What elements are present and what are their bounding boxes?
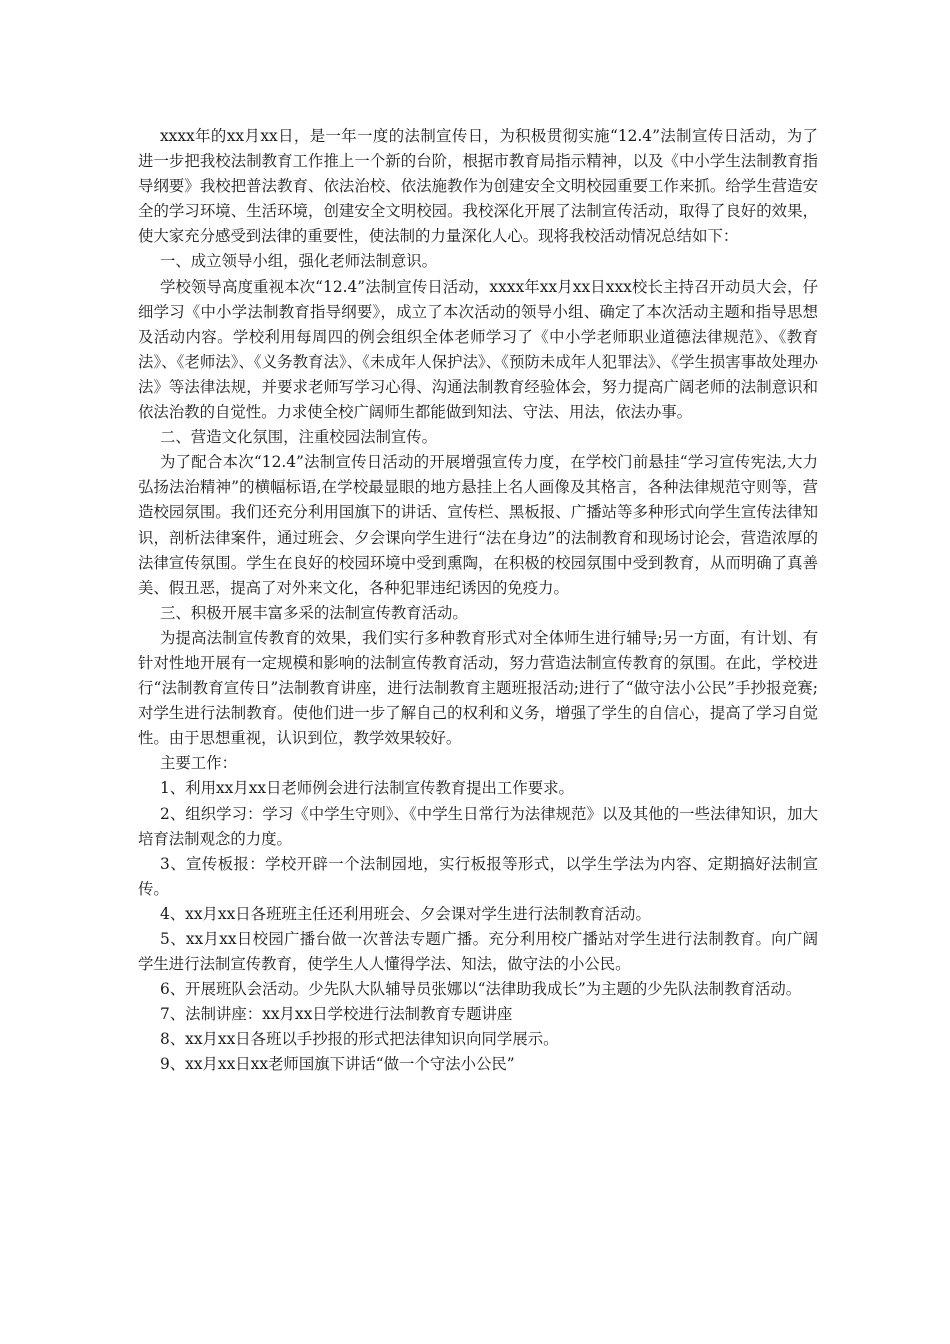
work-item-4: 4、xx月xx日各班班主任还利用班会、夕会课对学生进行法制教育活动。: [160, 904, 651, 923]
work-item-7: 7、法制讲座：xx月xx日学校进行法制教育专题讲座: [160, 1005, 513, 1024]
section-heading-2: 二、营造文化氛围，注重校园法制宣传。: [160, 428, 438, 447]
work-item-9: 9、xx月xx日xx老师国旗下讲话“做一个守法小公民”: [160, 1055, 515, 1074]
section-heading-3: 三、积极开展丰富多采的法制宣传教育活动。: [160, 603, 468, 622]
work-item-3: 3、宣传板报：学校开辟一个法制园地，实行板报等形式，以学生学法为内容、定期搞好法制宣传。: [138, 854, 818, 898]
section-body-3: 为提高法制宣传教育的效果，我们实行多种教育形式对全体师生进行辅导;另一方面，有计划、有针对性地开展有一定规模和影响的法制宣传教育活动，努力营造法制宣传教育的氛围。在此，学校进行“法制教育宣传日”法制教育讲座，进行法制教育主题班报活动;进行了“做守法小公民”手抄报竞赛;对学生进行法制教育。使他们进一步了解自己的权利和义务，增强了学生的自信心，提高了学习自觉性。由于思想重视，认识到位，教学效果较好。: [138, 628, 818, 748]
section-heading-1: 一、成立领导小组，强化老师法制意识。: [160, 252, 438, 271]
work-item-6: 6、开展班队会活动。少先队大队辅导员张娜以“法律助我成长”为主题的少先队法制教育活动。: [160, 980, 802, 999]
intro-paragraph: xxxx年的xx月xx日，是一年一度的法制宣传日，为积极贯彻实施“12.4”法制宣传日活动，为了进一步把我校法制教育工作推上一个新的台阶，根据市教育局指示精神，以及《中小学生法制教育指导纲要》我校把普法教育、依法治校、依法施教作为创建安全文明校园重要工作来抓。给学生营造安全的学习环境、生活环境，创建安全文明校园。我校深化开展了法制宣传活动，取得了良好的效果，使大家充分感受到法律的重要性，使法制的力量深化人心。现将我校活动情况总结如下：: [138, 127, 818, 246]
work-item-5: 5、xx月xx日校园广播台做一次普法专题广播。充分利用校广播站对学生进行法制教育。向广阔学生进行法制宣传教育，使学生人人懂得学法、知法，做守法的小公民。: [138, 930, 818, 974]
work-item-8: 8、xx月xx日各班以手抄报的形式把法律知识向同学展示。: [160, 1030, 559, 1049]
section-body-1: 学校领导高度重视本次“12.4”法制宣传日活动，xxxx年xx月xx日xxx校长主持召开动员大会，仔细学习《中小学法制教育指导纲要》，成立了本次活动的领导小组、确定了本次活动主题和指导思想及活动内容。学校利用每周四的例会组织全体老师学习了《中小学老师职业道德法律规范》、《教育法》、《老师法》、《义务教育法》、《未成年人保护法》、《预防未成年人犯罪法》、《学生损害事故处理办法》等法律法规，并要求老师写学习心得、沟通法制教育经验体会，努力提高广阔老师的法制意识和依法治教的自觉性。力求使全校广阔师生都能做到知法、守法、用法，依法办事。: [138, 277, 818, 422]
work-item-2: 2、组织学习：学习《中学生守则》、《中学生日常行为法律规范》以及其他的一些法律知识，加大培育法制观念的力度。: [138, 804, 818, 848]
section-body-2: 为了配合本次“12.4”法制宣传日活动的开展增强宣传力度，在学校门前悬挂“学习宣传宪法,大力弘扬法治精神”的横幅标语,在学校最显眼的地方悬挂上名人画像及其格言，各种法律规范守则等，营造校园氛围。我们还充分利用国旗下的讲话、宣传栏、黑板报、广播站等多种形式向学生宣传法律知识，剖析法律案件，通过班会、夕会课向学生进行“法在身边”的法制教育和现场讨论会，营造浓厚的法律宣传氛围。学生在良好的校园环境中受到熏陶，在积极的校园氛围中受到教育，从而明确了真善美、假丑恶，提高了对外来文化，各种犯罪违纪诱因的免疫力。: [138, 453, 818, 597]
main-work-heading: 主要工作：: [160, 754, 237, 773]
document-body: [138, 124, 818, 1078]
work-item-1: 1、利用xx月xx日老师例会进行法制宣传教育提出工作要求。: [160, 779, 574, 798]
